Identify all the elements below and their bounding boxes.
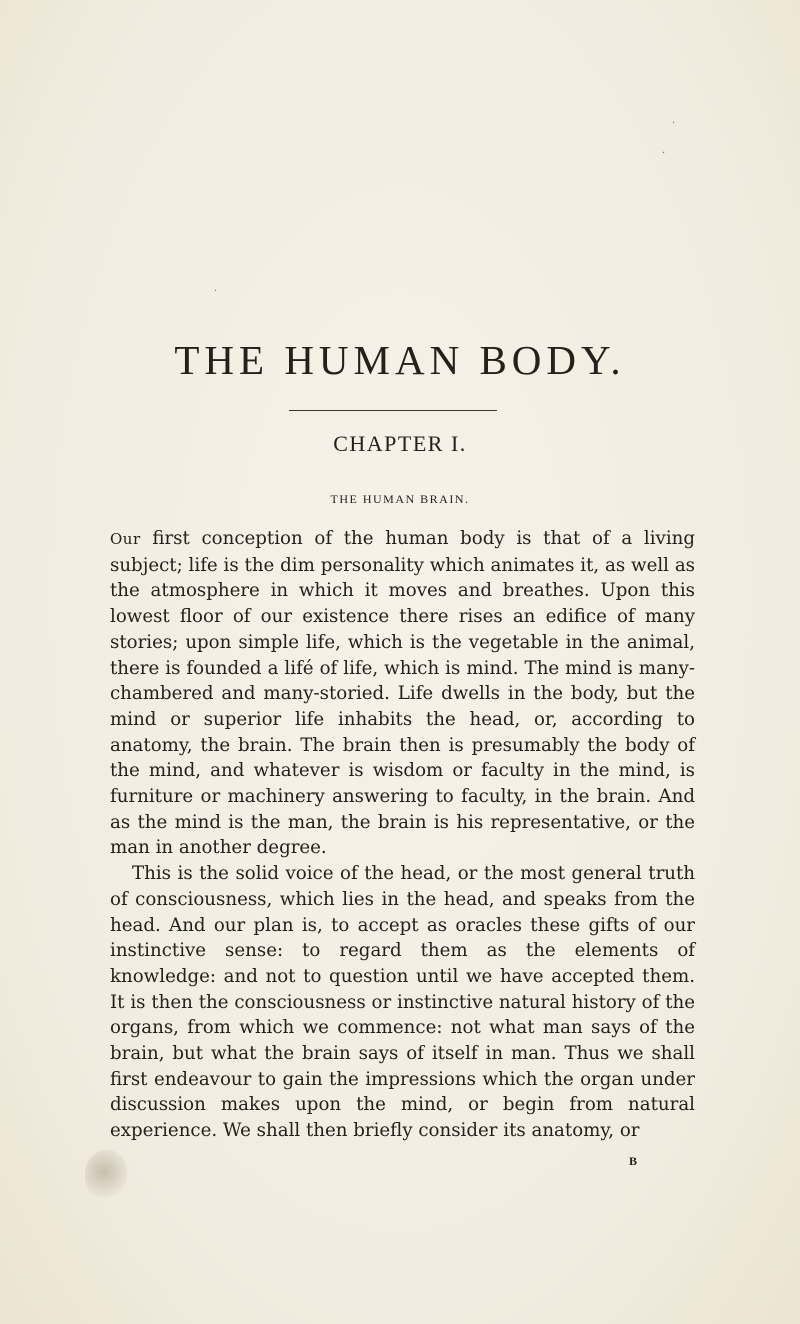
signature-mark: B [629, 1154, 638, 1168]
paragraph-lead-word: Our [110, 530, 141, 548]
margin-speck: · [672, 118, 676, 129]
body-text [110, 526, 695, 1144]
title-rule [289, 410, 497, 411]
paragraph-1 [110, 526, 695, 861]
paragraph-1-text: first conception of the human body is that of a living subject; life is the dim personality which animates it, as well as the atmosphere in which it moves and breathes. Upon this lowest floor of our existence there rises an edifice of many stories; upon simple life, which is the vegetable in the animal, there is founded a lifé of life, which is mind. The mind is many-chambered and many-storied. Life dwells in the body, but the mind or superior life inhabits the head, or, according to anatomy, the brain. The brain then is presumably the body of the mind, and whatever is wisdom or faculty in the mind, is furniture or machinery answering to faculty, in the brain. And as the mind is the man, the brain is his representative, or the man in another degree. [110, 528, 695, 859]
page-stain [85, 1150, 127, 1198]
paragraph-2: This is the solid voice of the head, or the most general truth of consciousness, which lies in the head, and speaks from the head. And our plan is, to accept as oracles these gifts of our instinctive sense: to regard them as the elements of knowledge: and not to question until we have accepted them. It is then the consciousness or instinctive natural history of the organs, from which we commence: not what man says of the brain, but what the brain says of itself in man. Thus we shall first endeavour to gain the impressions which the organ under discussion makes upon the mind, or begin from natural experience. We shall then briefly consider its anatomy, or [110, 863, 695, 1142]
chapter-heading: CHAPTER I. [333, 431, 467, 456]
book-title: THE HUMAN BODY. [174, 337, 626, 383]
margin-speck: · [662, 148, 666, 159]
section-title: THE HUMAN BRAIN. [330, 492, 470, 506]
margin-speck: · [214, 286, 218, 297]
